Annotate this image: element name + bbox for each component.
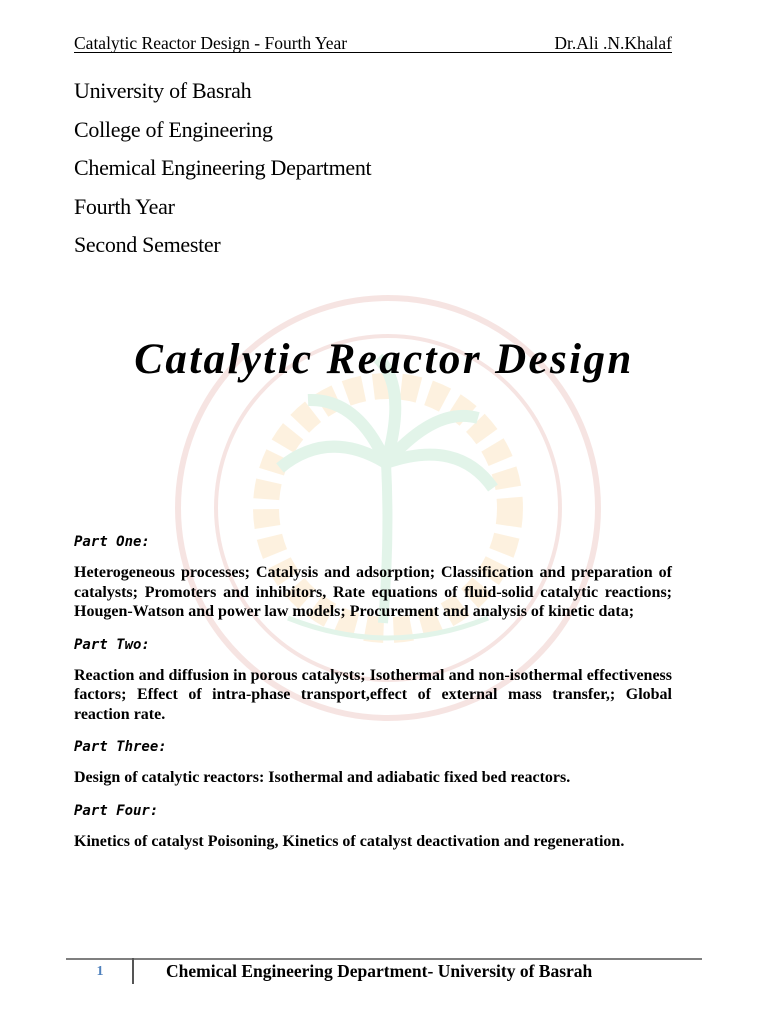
page-header (74, 32, 672, 54)
part-one-label: Part One: (74, 534, 150, 550)
header-course-title: Catalytic Reactor Design - Fourth Year (74, 33, 348, 53)
header-author: Dr.Ali .N.Khalaf (554, 33, 672, 53)
footer-rule (66, 958, 702, 960)
institution-year: Fourth Year (74, 193, 175, 219)
document-title: Catalytic Reactor Design (134, 336, 634, 383)
part-two-label: Part Two: (74, 636, 150, 653)
part-three-text: Design of catalytic reactors: Isothermal and adiabatic fixed bed reactors. (74, 769, 571, 786)
footer-department: Chemical Engineering Department- University of Basrah (166, 961, 593, 981)
part-two-text: Reaction and diffusion in porous catalysts; Isothermal and non-isothermal effectiveness factors; Effect of intra-phase transport,effect of external mass transfer,; Global reaction rate. (74, 666, 672, 723)
part-four-label: Part Four: (74, 802, 159, 819)
footer-divider (132, 958, 134, 984)
part-three-label: Part Three: (74, 739, 167, 755)
page-number: 1 (96, 964, 104, 979)
institution-semester: Second Semester (74, 232, 221, 257)
page-footer (66, 956, 702, 988)
part-one-text: Heterogeneous processes; Catalysis and adsorption; Classification and preparation of catalysts; Promoters and inhibitors, Rate equations of fluid-solid catalytic reactions; Hougen-Watson and power law models; Procurement and analysis of kinetic data; (74, 564, 672, 620)
institution-university: University of Basrah (74, 78, 252, 103)
institution-block (74, 72, 371, 265)
course-outline (74, 532, 672, 864)
institution-college: College of Engineering (74, 116, 273, 142)
part-four-text: Kinetics of catalyst Poisoning, Kinetics of catalyst deactivation and regeneration. (74, 832, 625, 850)
institution-department: Chemical Engineering Department (74, 155, 372, 180)
